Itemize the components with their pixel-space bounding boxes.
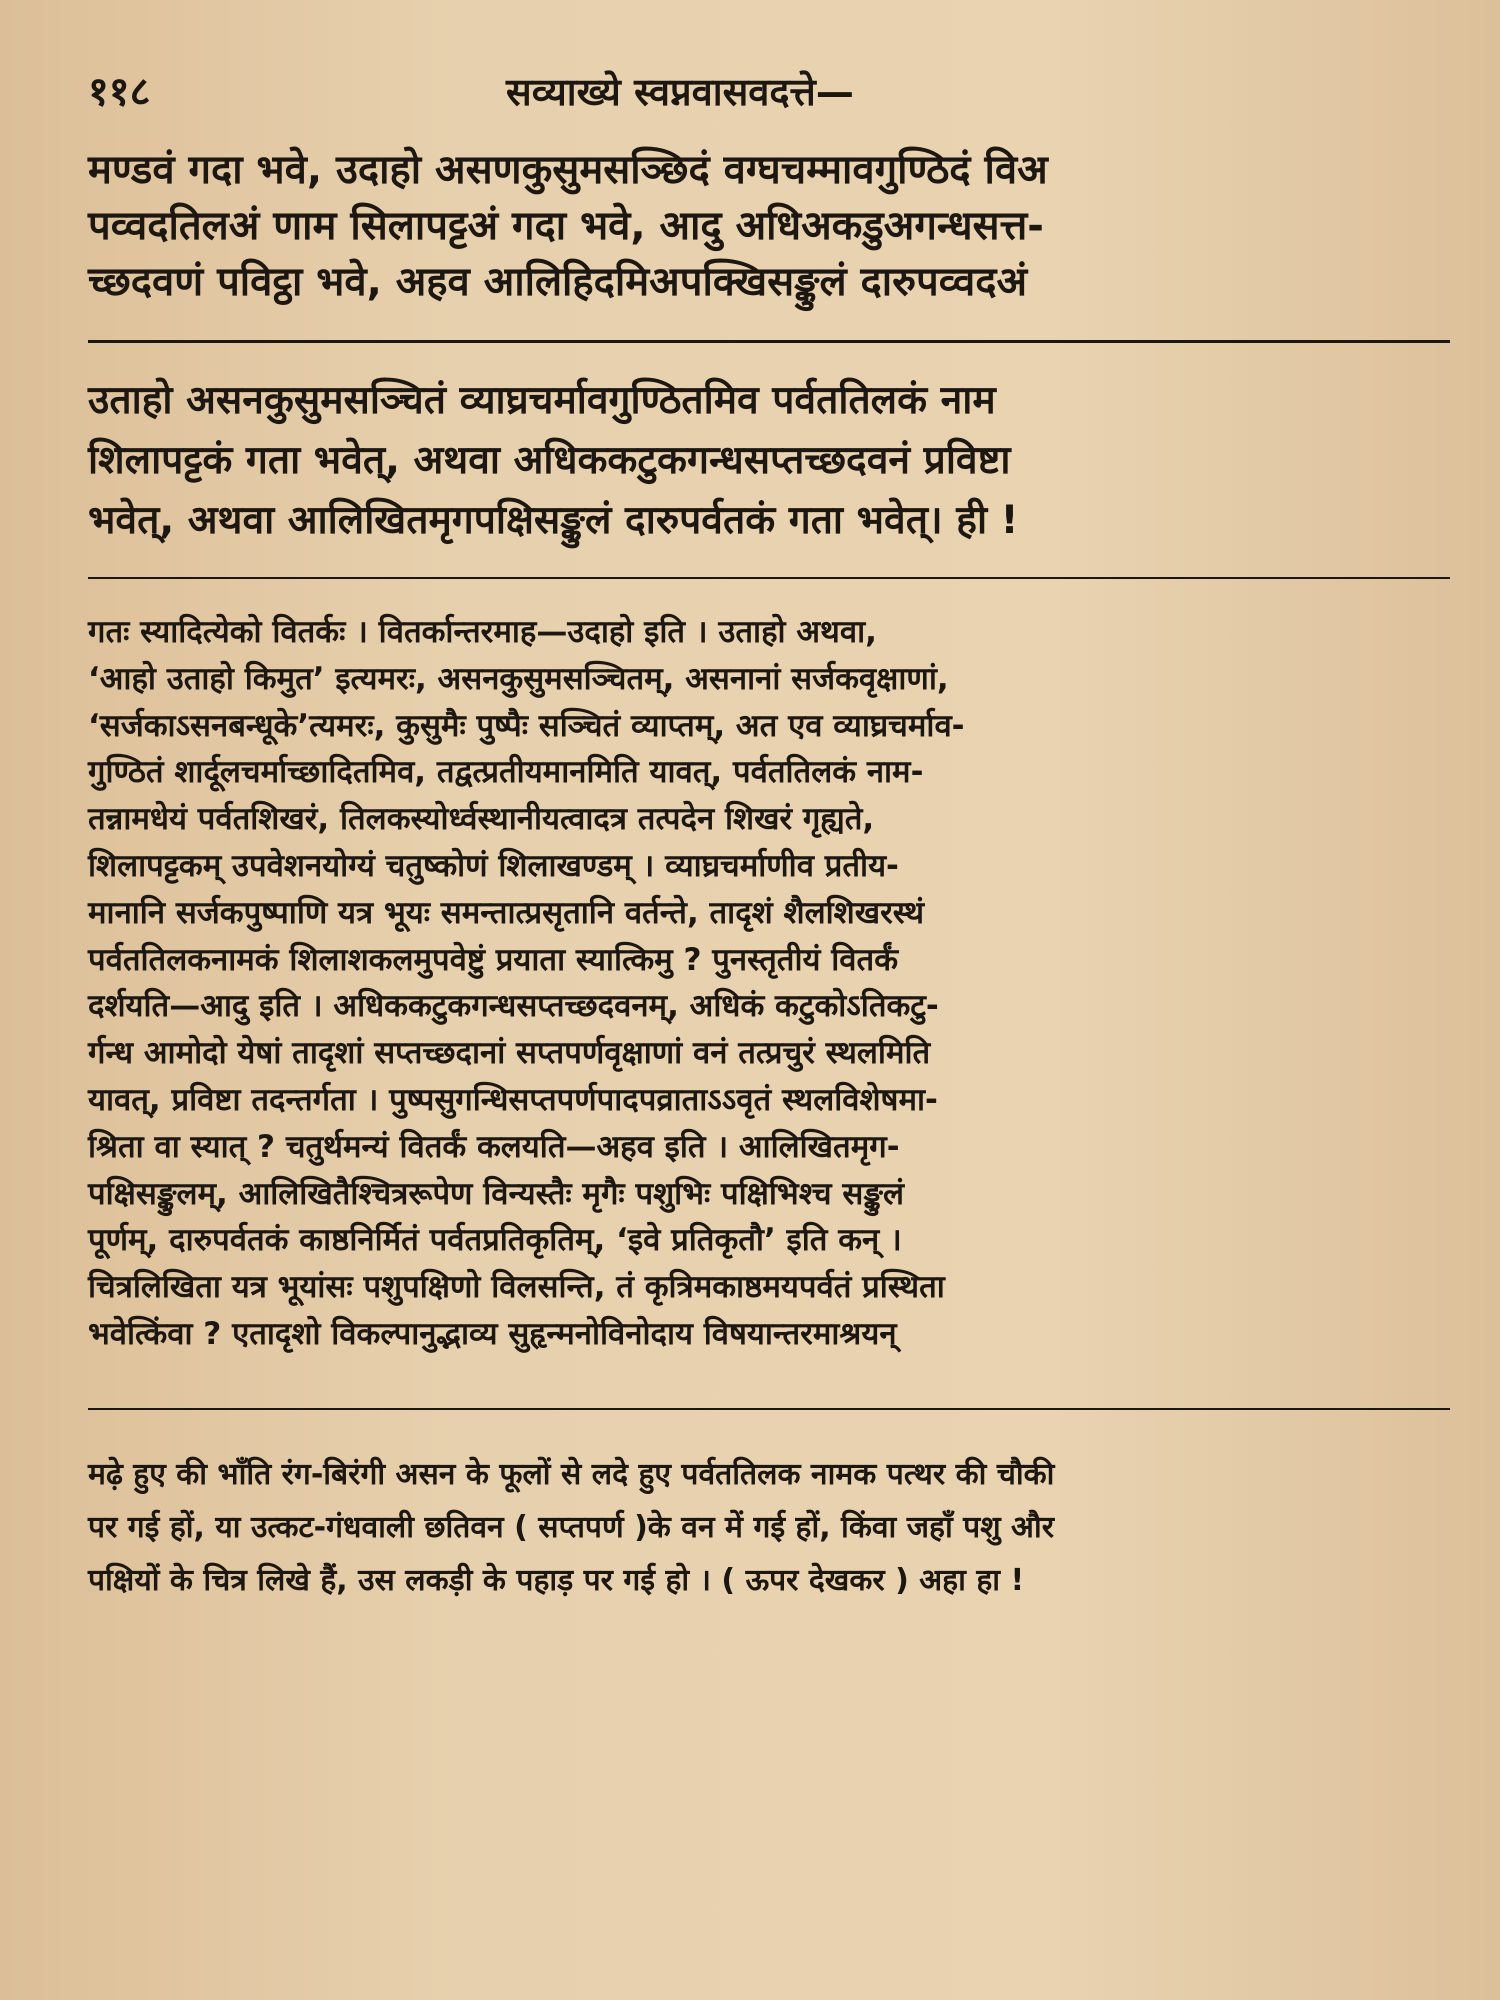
prakrit-line: च्छदवणं पविट्ठा भवे, अहव आलिहिदमिअपक्खिसङ्कुलं दारुपव्वदअं bbox=[88, 259, 1028, 305]
commentary-line: गतः स्यादित्येको वितर्कः । वितर्कान्तरमाह—उदाहो इति । उताहो अथवा, bbox=[88, 614, 877, 650]
sanskrit-line: शिलापट्टकं गता भवेत्, अथवा अधिककटुकगन्धसप्तच्छदवनं प्रविष्टा bbox=[88, 438, 1011, 483]
commentary-line: यावत्, प्रविष्टा तदन्तर्गता । पुष्पसुगन्धिसप्तपर्णपादपव्राताऽऽवृतं स्थलविशेषमा- bbox=[88, 1081, 938, 1118]
sanskrit-chaya-block bbox=[88, 371, 1450, 551]
commentary-block bbox=[88, 609, 1450, 1358]
commentary-line: मानानि सर्जकपुष्पाणि यत्र भूयः समन्तात्प्रसृतानि वर्तन्ते, तादृशं शैलशिखरस्थं bbox=[88, 894, 925, 931]
hindi-translation-block bbox=[88, 1448, 1450, 1607]
section-divider bbox=[88, 1408, 1450, 1410]
commentary-line: श्रिता वा स्यात् ? चतुर्थमन्यं वितर्कं कलयति—अहव इति । आलिखितमृग- bbox=[88, 1128, 900, 1165]
commentary-line: ‘सर्जकाऽसनबन्धूके’त्यमरः, कुसुमैः पुष्पैः सञ्चितं व्याप्तम्, अत एव व्याघ्रचर्माव- bbox=[88, 707, 965, 744]
translation-line: पर गई हों, या उत्कट-गंधवाली छतिवन ( सप्तपर्ण )के वन में गई हों, किंवा जहाँ पशु और bbox=[88, 1509, 1055, 1545]
commentary-line: भवेत्किंवा ? एतादृशो विकल्पानुद्भाव्य सुहृन्मनोविनोदाय विषयान्तरमाश्रयन् bbox=[88, 1315, 897, 1352]
section-divider bbox=[88, 577, 1450, 579]
sanskrit-line: उताहो असनकुसुमसञ्चितं व्याघ्रचर्मावगुण्ठितमिव पर्वततिलकं नाम bbox=[88, 378, 996, 423]
commentary-line: गुण्ठितं शार्दूलचर्माच्छादितमिव, तद्वत्प्रतीयमानमिति यावत्, पर्वततिलकं नाम- bbox=[88, 754, 924, 791]
commentary-line: पक्षिसङ्कुलम्, आलिखितैश्चित्ररूपेण विन्यस्तैः मृगैः पशुभिः पक्षिभिश्च सङ्कुलं bbox=[88, 1175, 904, 1212]
commentary-line: पर्वततिलकनामकं शिलाशकलमुपवेष्टुं प्रयाता स्यात्किमु ? पुनस्तृतीयं वितर्कं bbox=[88, 941, 899, 978]
commentary-line: ‘आहो उताहो किमुत’ इत्यमरः, असनकुसुमसञ्चितम्, असनानां सर्जकवृक्षाणां, bbox=[88, 660, 949, 697]
commentary-line: चित्रलिखिता यत्र भूयांसः पशुपक्षिणो विलसन्ति, तं कृत्रिमकाष्ठमयपर्वतं प्रस्थिता bbox=[88, 1269, 945, 1306]
commentary-line: शिलापट्टकम् उपवेशनयोग्यं चतुष्कोणं शिलाखण्डम् । व्याघ्रचर्माणीव प्रतीय- bbox=[88, 847, 899, 884]
section-divider bbox=[88, 340, 1450, 343]
page-number: ११८ bbox=[88, 69, 151, 115]
translation-line: मढ़े हुए की भाँति रंग-बिरंगी असन के फूलों से लदे हुए पर्वततिलक नामक पत्थर की चौकी bbox=[88, 1456, 1055, 1492]
page-header bbox=[88, 62, 1450, 122]
translation-line: पक्षियों के चित्र लिखे हैं, उस लकड़ी के पहाड़ पर गई हो । ( ऊपर देखकर ) अहा हा ! bbox=[88, 1562, 1025, 1598]
commentary-line: पूर्णम्, दारुपर्वतकं काष्ठनिर्मितं पर्वतप्रतिकृतिम्, ‘इवे प्रतिकृतौ’ इति कन् । bbox=[88, 1222, 902, 1259]
commentary-line: र्गन्ध आमोदो येषां तादृशां सप्तच्छदानां सप्तपर्णवृक्षाणां वनं तत्प्रचुरं स्थलमिति bbox=[88, 1035, 931, 1072]
commentary-line: तन्नामधेयं पर्वतशिखरं, तिलकस्योर्ध्वस्थानीयत्वादत्र तत्पदेन शिखरं गृह्यते, bbox=[88, 801, 875, 838]
commentary-line: दर्शयति—आदु इति । अधिककटुकगन्धसप्तच्छदवनम्, अधिकं कटुकोऽतिकटु- bbox=[88, 988, 939, 1025]
prakrit-line: पव्वदतिलअं णाम सिलापट्टअं गदा भवे, आदु अधिअकडुअगन्धसत्त- bbox=[88, 203, 1044, 249]
sanskrit-line: भवेत्, अथवा आलिखितमृगपक्षिसङ्कुलं दारुपर्वतकं गता भवेत्। ही ! bbox=[88, 498, 1019, 543]
prakrit-line: मण्डवं गदा भवे, उदाहो असणकुसुमसञ्छिदं वग्घचम्मावगुण्ठिदं विअ bbox=[88, 147, 1048, 193]
prakrit-text-block bbox=[88, 142, 1450, 310]
running-title: सव्याख्ये स्वप्नवासवदत्ते— bbox=[506, 70, 854, 114]
